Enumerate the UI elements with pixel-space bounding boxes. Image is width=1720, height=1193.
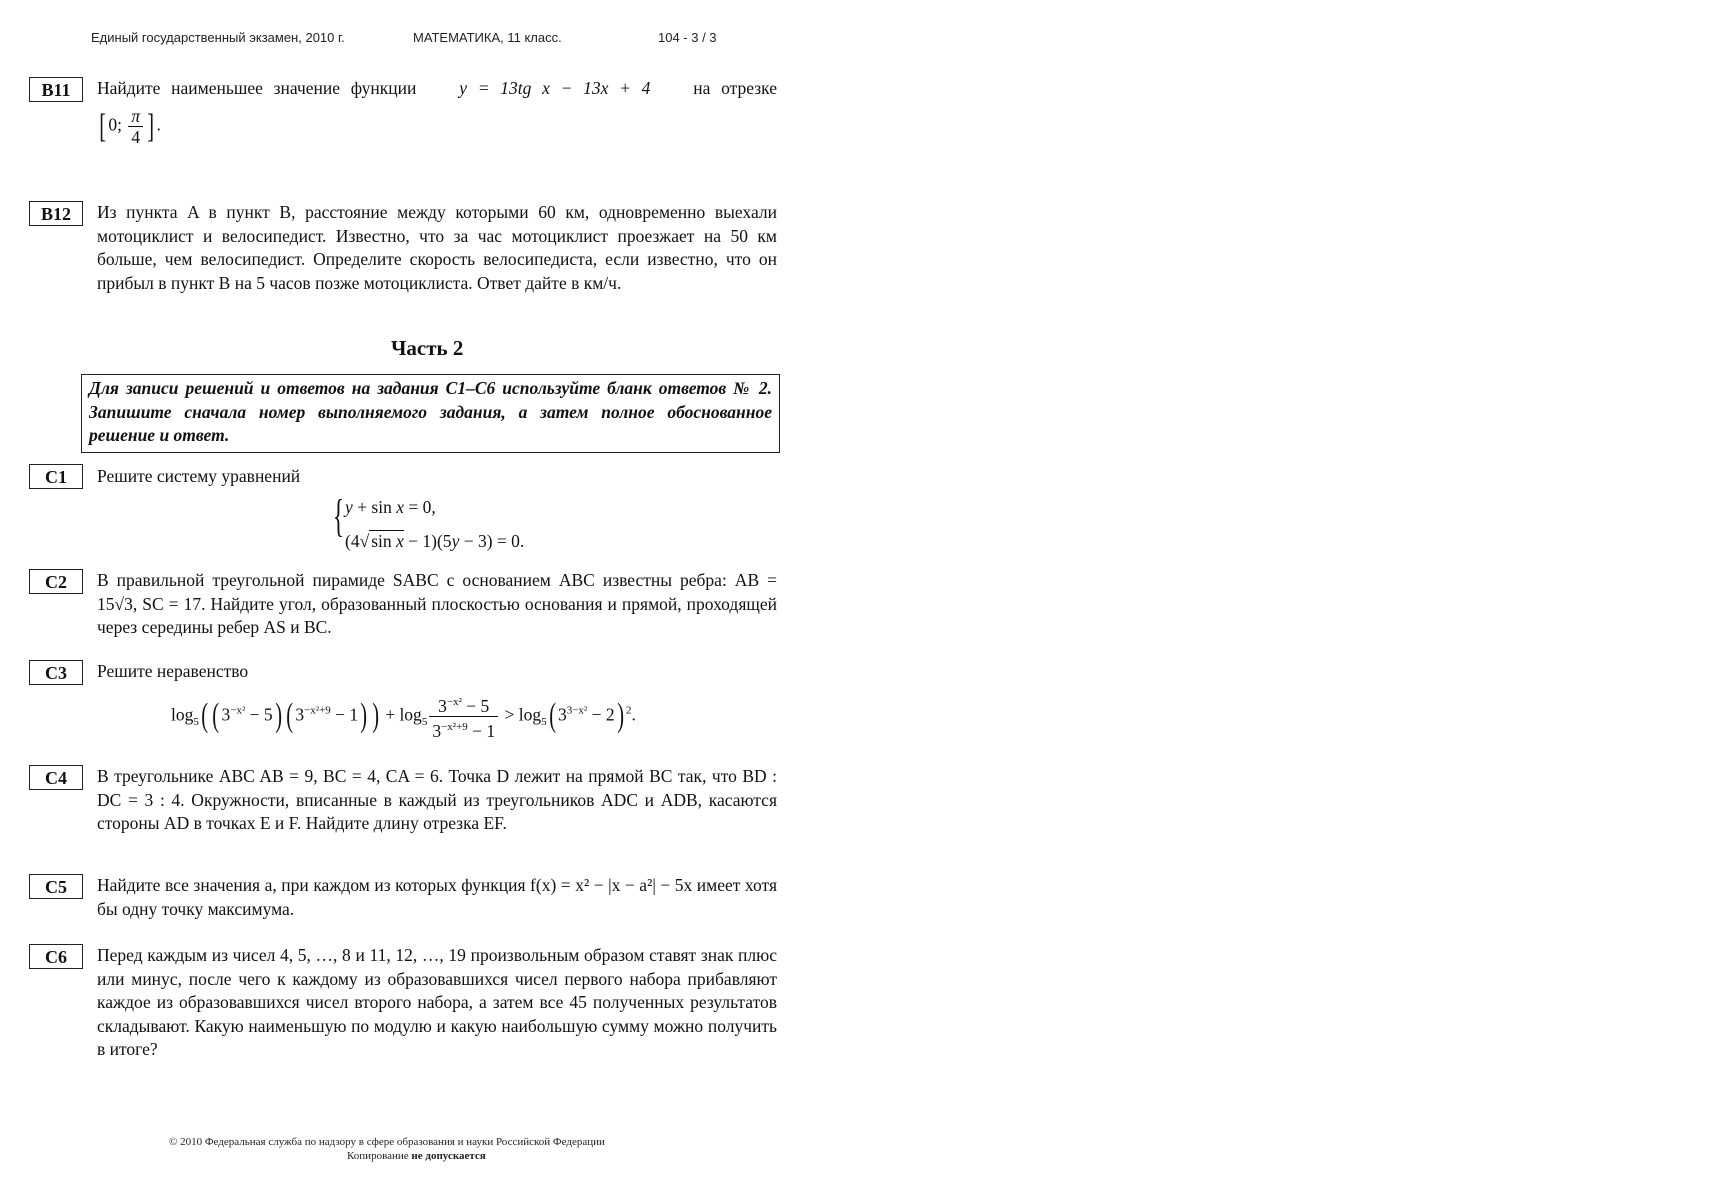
footer-copy-b: не допускается [411,1150,486,1162]
footer-copyright: © 2010 Федеральная служба по надзору в сфере образования и науки Российской Федерации [169,1136,605,1148]
task-label-c1: C1 [29,464,83,489]
task-c3-text: Решите неравенство [97,661,249,681]
task-b11-line1 [97,77,777,101]
task-label-c4: C4 [29,765,83,790]
task-b12-text: Из пункта A в пункт B, расстояние между которыми 60 км, одновременно выехали мотоциклист и велосипедист. Известно, что за час мотоциклист проезжает на 50 км больше, чем велосипедист. Определите скорость велосипедиста, если известно, что он прибыл в пункт B на 5 часов позже мотоциклиста. Ответ дайте в км/ч. [97,202,777,293]
task-c5-text: Найдите все значения a, при каждом из которых функция f(x) = x² − |x − a²| − 5x имеет хотя бы одну точку максимума. [97,875,777,919]
b11-text-a: Найдите наименьшее значение функции [97,78,417,98]
b11-interval: [ 0; $\frac{\pi}{4}$ ] . [99,106,161,147]
task-c6-text: Перед каждым из чисел 4, 5, …, 8 и 11, 12, …, 19 произвольным образом ставят знак плюс или минус, после чего к каждому из образовавшихся чисел первого набора прибавляют каждое из образовавшихся чисел второго набора, а затем все 45 полученных результатов складывают. Какую наименьшую по модулю и какую наибольшую сумму можно получить в итоге? [97,945,777,1059]
c3-inequality: $\log_5$( ( $3^{-x^2} - 5$) ( $3^{-x^2+9} - 1$) ) + $\log_5$ $\frac{3^{-x^2} - 5}{3^{-x^2+9} - 1}$ > $\log_5$( $3^{3-x^2} - 2$) $^2$. [171,692,636,741]
task-c4-text: В треугольнике ABC AB = 9, BC = 4, CA = 6. Точка D лежит на прямой BC так, что BD : DC = 3 : 4. Окружности, вписанные в каждый из треугольников ADC и ADB, касаются стороны AD в точках E и F. Найдите длину отрезка EF. [97,766,777,833]
task-label-c3: C3 [29,660,83,685]
task-label-b12: B12 [29,201,83,226]
task-label-c6: C6 [29,944,83,969]
header-page: 104 - 3 / 3 [658,30,717,45]
task-label-b11: B11 [29,77,83,102]
part2-instructions: Для записи решений и ответов на задания C1–C6 используйте бланк ответов № 2. Запишите сначала номер выполняемого задания, а затем полное обоснованное решение и ответ. [81,374,780,453]
header-subject: МАТЕМАТИКА, 11 класс. [413,30,562,45]
task-c2-text: В правильной треугольной пирамиде SABC с основанием ABC известны ребра: AB = 15√3, SC = 17. Найдите угол, образованный плоскостью основания и прямой, проходящей через середины ребер AS и BC. [97,570,777,637]
task-label-c5: C5 [29,874,83,899]
b11-formula: y = 13tg x − 13x + 4 [459,78,651,98]
task-label-c2: C2 [29,569,83,594]
b11-text-b: на отрезке [693,78,778,98]
header-exam: Единый государственный экзамен, 2010 г. [91,30,345,45]
footer-copy-a: Копирование [347,1150,409,1162]
footer-copy-note [347,1150,486,1162]
task-c1-text: Решите систему уравнений [97,466,301,486]
part2-title: Часть 2 [391,336,464,360]
